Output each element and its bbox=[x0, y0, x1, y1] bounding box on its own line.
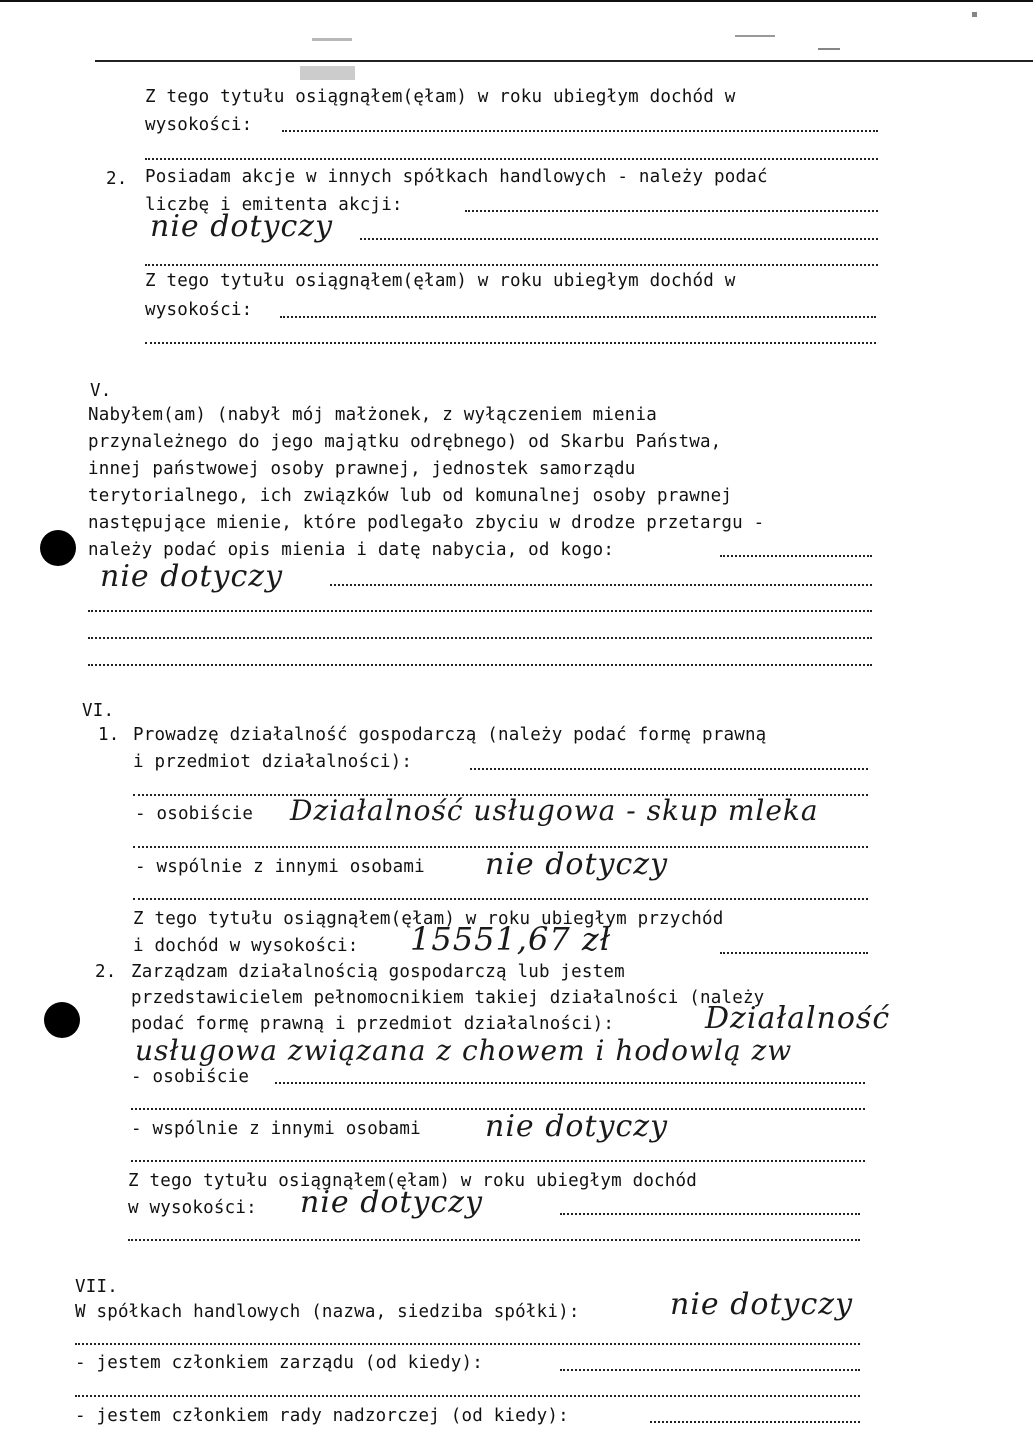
section-vii-line1: W spółkach handlowych (nazwa, siedziba spółki): bbox=[75, 1302, 580, 1322]
fill-line bbox=[88, 664, 872, 666]
fill-line bbox=[75, 1395, 860, 1397]
vi-income-line1: Z tego tytułu osiągnąłem(ęłam) w roku ubiegłym przychód bbox=[133, 909, 724, 929]
vi-item2-line2: przedstawicielem pełnomocnikiem takiej działalności (należy bbox=[131, 988, 765, 1008]
vi-item2-answer-b: usługowa związana z chowem i hodowlą zw bbox=[135, 1034, 793, 1067]
fill-line bbox=[650, 1421, 860, 1423]
section-v-line6: należy podać opis mienia i datę nabycia, od kogo: bbox=[88, 540, 615, 560]
section-v-line2: przynależnego do jego majątku odrębnego) od Skarbu Państwa, bbox=[88, 432, 722, 452]
scan-speck bbox=[972, 12, 977, 17]
section-v-answer: nie dotyczy bbox=[100, 559, 284, 594]
vi-item2-line1: Zarządzam działalnością gospodarczą lub jestem bbox=[131, 962, 625, 982]
vi-jointly-label: - wspólnie z innymi osobami bbox=[135, 857, 425, 877]
margin-bullet bbox=[40, 530, 76, 566]
vi-jointly-answer: nie dotyczy bbox=[485, 847, 669, 882]
fill-line bbox=[360, 238, 878, 240]
fill-line bbox=[720, 555, 872, 557]
fill-line bbox=[280, 316, 876, 318]
section-divider bbox=[95, 60, 1033, 62]
fill-line bbox=[282, 130, 878, 132]
scan-speck bbox=[312, 38, 352, 41]
section-v-line1: Nabyłem(am) (nabył mój małżonek, z wyłączeniem mienia bbox=[88, 405, 658, 425]
section-v-line3: innej państwowej osoby prawnej, jednostek samorządu bbox=[88, 459, 636, 479]
fill-line bbox=[720, 952, 868, 954]
vi-item1-line2: i przedmiot działalności): bbox=[133, 752, 413, 772]
vi-item2-income-line1: Z tego tytułu osiągnąłem(ęłam) w roku ubiegłym dochód bbox=[128, 1171, 698, 1191]
section-vi-heading: VI. bbox=[82, 701, 115, 721]
fill-line bbox=[560, 1213, 860, 1215]
vi-item2-answer-a: Działalność bbox=[705, 1001, 891, 1036]
fill-line bbox=[145, 342, 876, 344]
iv-income-line2: wysokości: bbox=[145, 115, 253, 135]
fill-line bbox=[330, 584, 872, 586]
fill-line bbox=[128, 1239, 860, 1241]
vi-personally-answer: Działalność usługowa - skup mleka bbox=[290, 794, 819, 827]
fill-line bbox=[470, 768, 868, 770]
top-border bbox=[0, 0, 1033, 2]
scan-speck bbox=[300, 66, 355, 80]
section-vii-supervisory-label: - jestem członkiem rady nadzorczej (od kiedy): bbox=[75, 1406, 569, 1426]
margin-bullet bbox=[44, 1002, 80, 1038]
fill-line bbox=[133, 898, 868, 900]
vi-item2-jointly-label: - wspólnie z innymi osobami bbox=[131, 1119, 421, 1139]
vi-item1-line1: Prowadzę działalność gospodarczą (należy podać formę prawną bbox=[133, 725, 767, 745]
iv-item2-number: 2. bbox=[106, 169, 128, 189]
iv-income-line1: Z tego tytułu osiągnąłem(ęłam) w roku ubiegłym dochód w bbox=[145, 87, 736, 107]
section-v-heading: V. bbox=[90, 381, 112, 401]
vi-item2-personally-label: - osobiście bbox=[131, 1067, 250, 1087]
fill-line bbox=[275, 1082, 865, 1084]
vi-item2-line3: podać formę prawną i przedmiot działalności): bbox=[131, 1014, 615, 1034]
fill-line bbox=[465, 210, 878, 212]
scan-speck bbox=[818, 48, 840, 50]
fill-line bbox=[560, 1369, 860, 1371]
section-vii-heading: VII. bbox=[75, 1277, 118, 1297]
vi-item2-jointly-answer: nie dotyczy bbox=[485, 1109, 669, 1144]
vi-item1-number: 1. bbox=[98, 725, 120, 745]
fill-line bbox=[145, 264, 878, 266]
iv-item2-income-line2: wysokości: bbox=[145, 300, 253, 320]
vi-item2-income-line2: w wysokości: bbox=[128, 1198, 257, 1218]
fill-line bbox=[75, 1343, 860, 1345]
section-v-line5: następujące mienie, które podlegało zbyciu w drodze przetargu - bbox=[88, 513, 765, 533]
scan-speck bbox=[735, 35, 775, 37]
vi-income-answer: 15551,67 zł bbox=[410, 920, 612, 958]
vi-item2-number: 2. bbox=[95, 962, 117, 982]
vi-item2-income-answer: nie dotyczy bbox=[300, 1185, 484, 1220]
fill-line bbox=[88, 637, 872, 639]
vi-personally-label: - osobiście bbox=[135, 804, 254, 824]
iv-item2-line1: Posiadam akcje w innych spółkach handlowych - należy podać bbox=[145, 167, 768, 187]
fill-line bbox=[88, 610, 872, 612]
fill-line bbox=[131, 1160, 865, 1162]
section-v-line4: terytorialnego, ich związków lub od komunalnej osoby prawnej bbox=[88, 486, 733, 506]
fill-line bbox=[145, 158, 878, 160]
iv-item2-answer: nie dotyczy bbox=[150, 209, 334, 244]
iv-item2-line2: liczbę i emitenta akcji: bbox=[145, 195, 403, 215]
iv-item2-income-line1: Z tego tytułu osiągnąłem(ęłam) w roku ubiegłym dochód w bbox=[145, 271, 736, 291]
section-vii-board-label: - jestem członkiem zarządu (od kiedy): bbox=[75, 1353, 483, 1373]
vi-income-line2: i dochód w wysokości: bbox=[133, 936, 359, 956]
section-vii-answer: nie dotyczy bbox=[670, 1287, 854, 1322]
